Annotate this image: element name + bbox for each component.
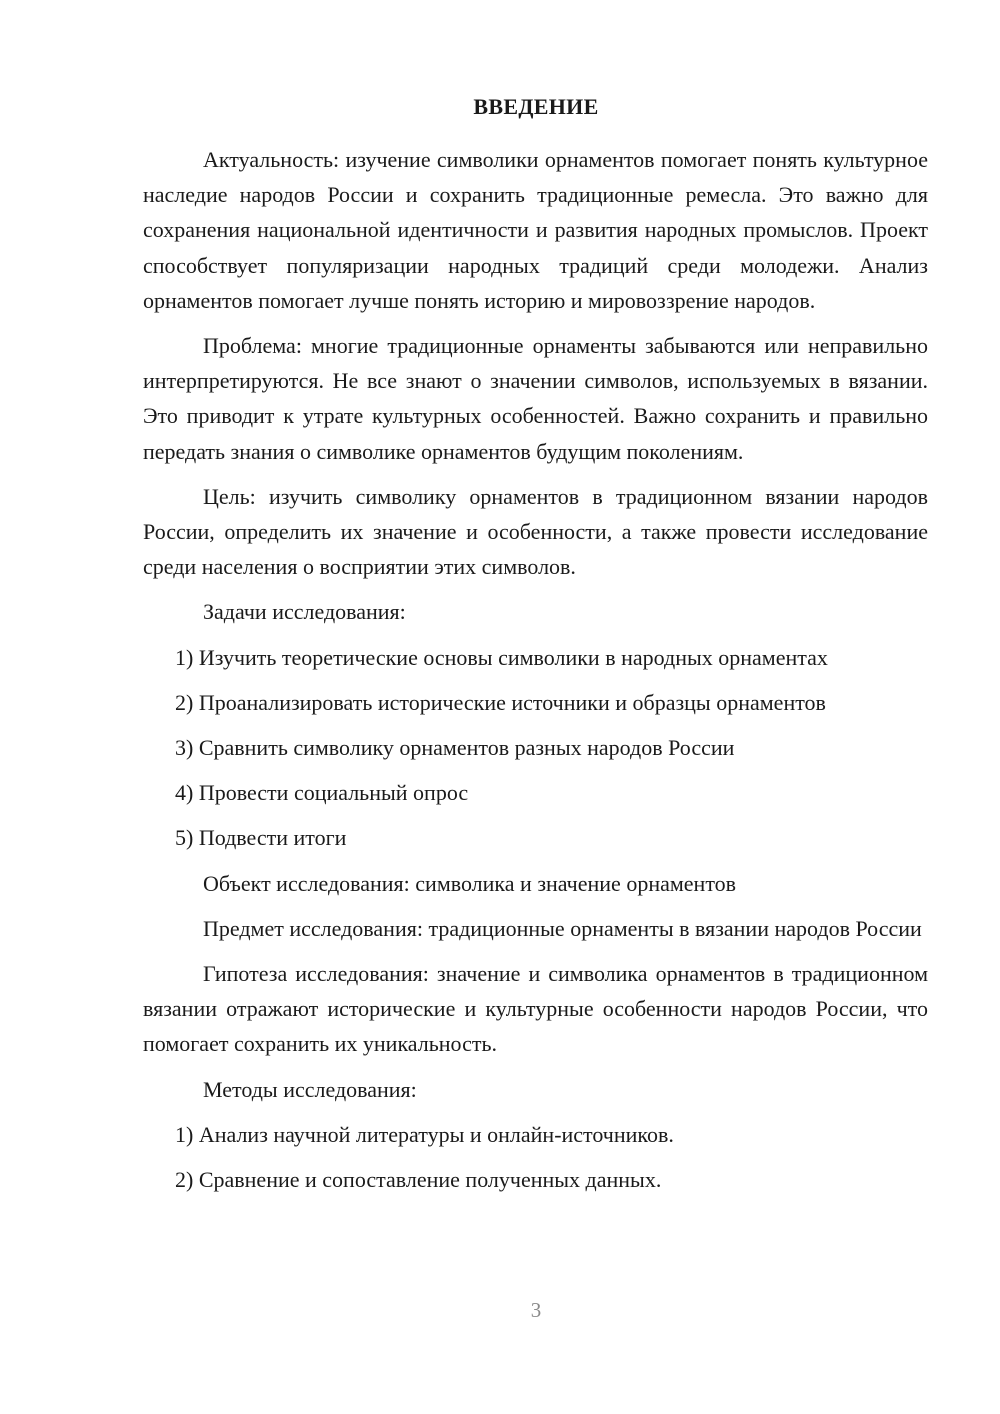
method-item-1: 1) Анализ научной литературы и онлайн-источников. xyxy=(175,1121,674,1147)
task-item-5: 5) Подвести итоги xyxy=(175,825,347,851)
task-item-4: 4) Провести социальный опрос xyxy=(175,780,469,806)
object-paragraph: Объект исследования: символика и значение орнаментов xyxy=(203,870,737,896)
page-number: 3 xyxy=(530,1298,542,1322)
methods-title: Методы исследования: xyxy=(203,1076,417,1102)
hypothesis-paragraph: Гипотеза исследования: значение и символика орнаментов в традиционном вязании отражают исторические и культурные особенности народов России, что помогает сохранить их уникальность. xyxy=(143,961,928,1057)
task-item-2: 2) Проанализировать исторические источники и образцы орнаментов xyxy=(175,689,826,715)
page-content xyxy=(143,142,928,1197)
goal-paragraph: Цель: изучить символику орнаментов в традиционном вязании народов России, определить их значение и особенности, а также провести исследование среди населения о восприятии этих символов. xyxy=(143,483,928,580)
subject-paragraph: Предмет исследования: традиционные орнаменты в вязании народов России xyxy=(203,915,922,941)
page-heading: ВВЕДЕНИЕ xyxy=(473,94,599,119)
tasks-title: Задачи исследования: xyxy=(203,599,406,625)
method-item-2: 2) Сравнение и сопоставление полученных данных. xyxy=(175,1167,662,1193)
problem-paragraph: Проблема: многие традиционные орнаменты забываются или неправильно интерпретируются. Не все знают о значении символов, используемых в вязании. Это приводит к утрате культурных особенностей. Важно сохранить и правильно передать знания о символике орнаментов будущим поколениям. xyxy=(143,333,928,464)
task-item-1: 1) Изучить теоретические основы символики в народных орнаментах xyxy=(175,644,828,670)
task-item-3: 3) Сравнить символику орнаментов разных народов России xyxy=(175,735,735,761)
relevance-paragraph: Актуальность: изучение символики орнаментов помогает понять культурное наследие народов России и сохранить традиционные ремесла. Это важно для сохранения национальной идентичности и развития народных промыслов. Проект способствует популяризации народных традиций среди молодежи. Анализ орнаментов помогает лучше понять историю и мировоззрение народов. xyxy=(143,147,928,313)
